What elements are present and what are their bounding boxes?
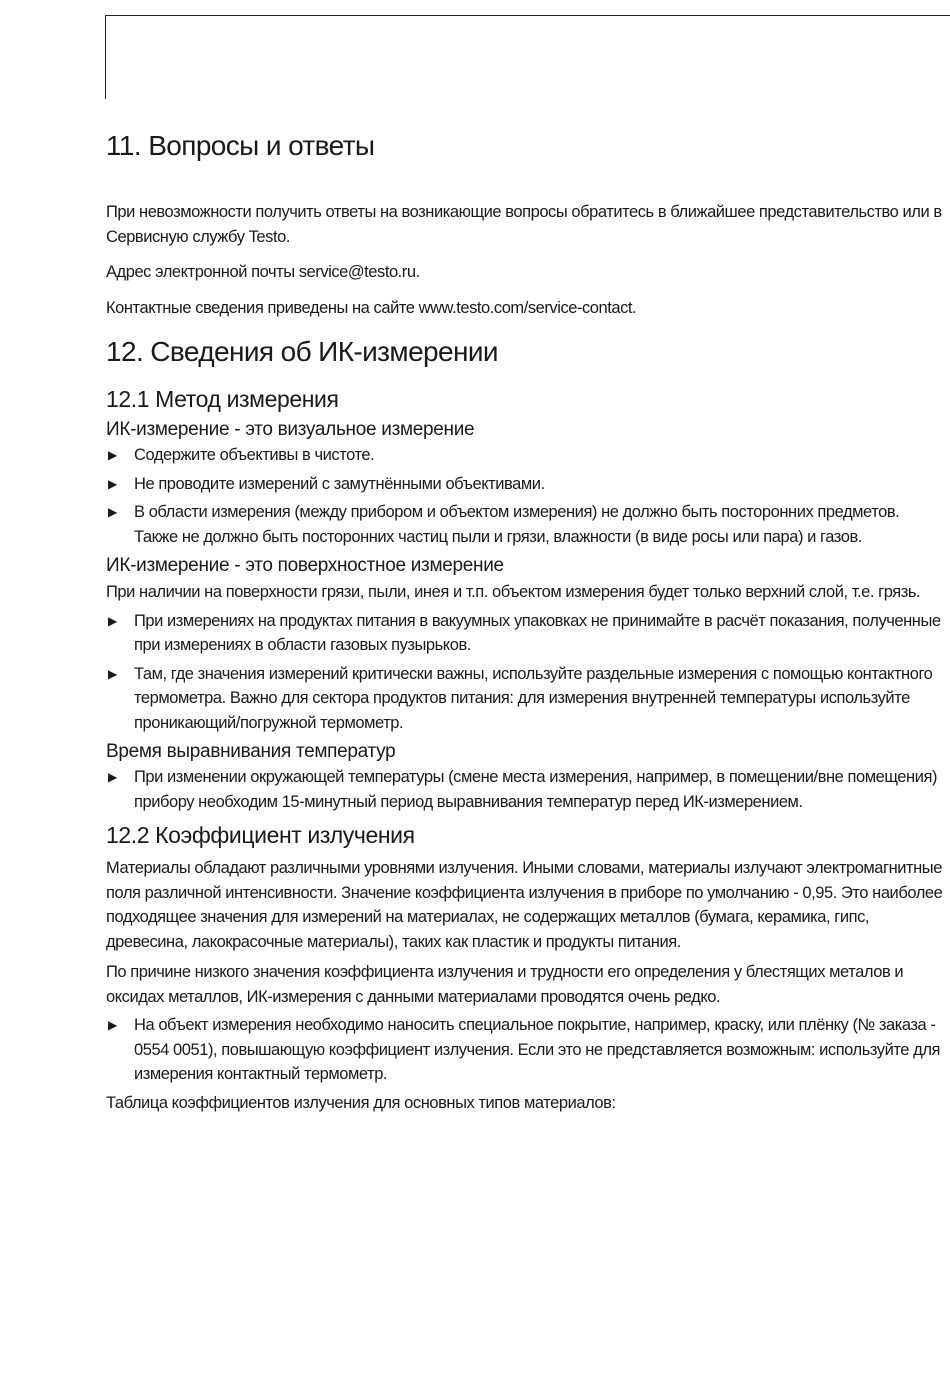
bullet-arrow-icon: ▶ — [108, 770, 117, 784]
subsection-12-1-title: 12.1 Метод измерения — [106, 386, 339, 412]
section-11-title: 11. Вопросы и ответы — [106, 130, 375, 161]
bullet-arrow-icon: ▶ — [108, 613, 117, 628]
section-11-paragraph-1: При невозможности получить ответы на возникающие вопросы обратитесь в ближайшее представительство или в Сервисную службу Testo. — [106, 203, 942, 246]
list-item: ▶ При измерениях на продуктах питания в вакуумных упаковках не принимайте в расчёт показания, полученные при измерениях в области газовых пузырьков. — [106, 609, 944, 658]
list-item: ▶ При изменении окружающей температуры (смене места измерения, например, в помещении/вне помещения) прибору необходим 15-минутный период выравнивания температур перед ИК-измерением. — [106, 765, 944, 814]
section-11-contact-line: Контактные сведения приведены на сайте www.testo.com/service-contact. — [106, 298, 637, 317]
list-item: ▶ В области измерения (между прибором и объектом измерения) не должно быть посторонних предметов. Также не должно быть посторонних частиц пыли и грязи, влажности (в виде росы или пара) и газов. — [106, 500, 944, 549]
corner-rule-vertical — [105, 15, 106, 99]
bullet-arrow-icon: ▶ — [108, 666, 117, 681]
bullet-arrow-icon: ▶ — [108, 476, 117, 491]
bullet-arrow-icon: ▶ — [108, 448, 117, 462]
list-item: ▶ Содержите объективы в чистоте. — [106, 443, 944, 468]
emissivity-paragraph-1: Материалы обладают различными уровнями излучения. Иными словами, материалы излучают электромагнитные поля различной интенсивности. Значение коэффициента излучения в приборе по умолчанию - 0,95. Это наиболее подходящее значения для измерений на материалах, не содержащих металлов (бумага, керамика, гипс, древесина, лакокрасочные материалы), таких как пластик и продукты питания. — [106, 859, 943, 951]
visual-measurement-list — [106, 443, 944, 549]
section-12-title: 12. Сведения об ИК-измерении — [106, 336, 498, 367]
emissivity-list — [106, 1013, 944, 1087]
list-item: ▶ Там, где значения измерений критически важны, используйте раздельные измерения с помощью контактного термометра. Важно для сектора продуктов питания: для измерения внутренней температуры используйте проникающий/погружной термометр. — [106, 662, 944, 736]
emissivity-table-intro: Таблица коэффициентов излучения для основных типов материалов: — [106, 1093, 616, 1112]
temperature-equalization-list — [106, 765, 944, 814]
list-item: ▶ Не проводите измерений с замутнёнными объективами. — [106, 472, 944, 497]
visual-measurement-heading: ИК-измерение - это визуальное измерение — [106, 419, 475, 440]
bullet-arrow-icon: ▶ — [108, 1018, 117, 1032]
page-content — [106, 126, 944, 1115]
temperature-equalization-heading: Время выравнивания температур — [106, 741, 396, 762]
section-11-email-line: Адрес электронной почты service@testo.ru. — [106, 263, 420, 281]
surface-measurement-list — [106, 609, 944, 736]
subsection-12-2-title: 12.2 Коэффициент излучения — [106, 822, 415, 848]
surface-measurement-heading: ИК-измерение - это поверхностное измерение — [106, 555, 504, 576]
emissivity-paragraph-2: По причине низкого значения коэффициента излучения и трудности его определения у блестящих металов и оксидах металлов, ИК-измерения с данными материалами проводятся очень редко. — [106, 963, 904, 1006]
corner-rule-horizontal — [105, 15, 950, 16]
list-item: ▶ На объект измерения необходимо наносить специальное покрытие, например, краску, или плёнку (№ заказа - 0554 0051), повышающую коэффициент излучения. Если это не представляется возможным: используйте для измерения контактный термометр. — [106, 1013, 944, 1087]
surface-measurement-text: При наличии на поверхности грязи, пыли, инея и т.п. объектом измерения будет только верхний слой, т.е. грязь. — [106, 583, 921, 601]
bullet-arrow-icon: ▶ — [108, 505, 117, 519]
